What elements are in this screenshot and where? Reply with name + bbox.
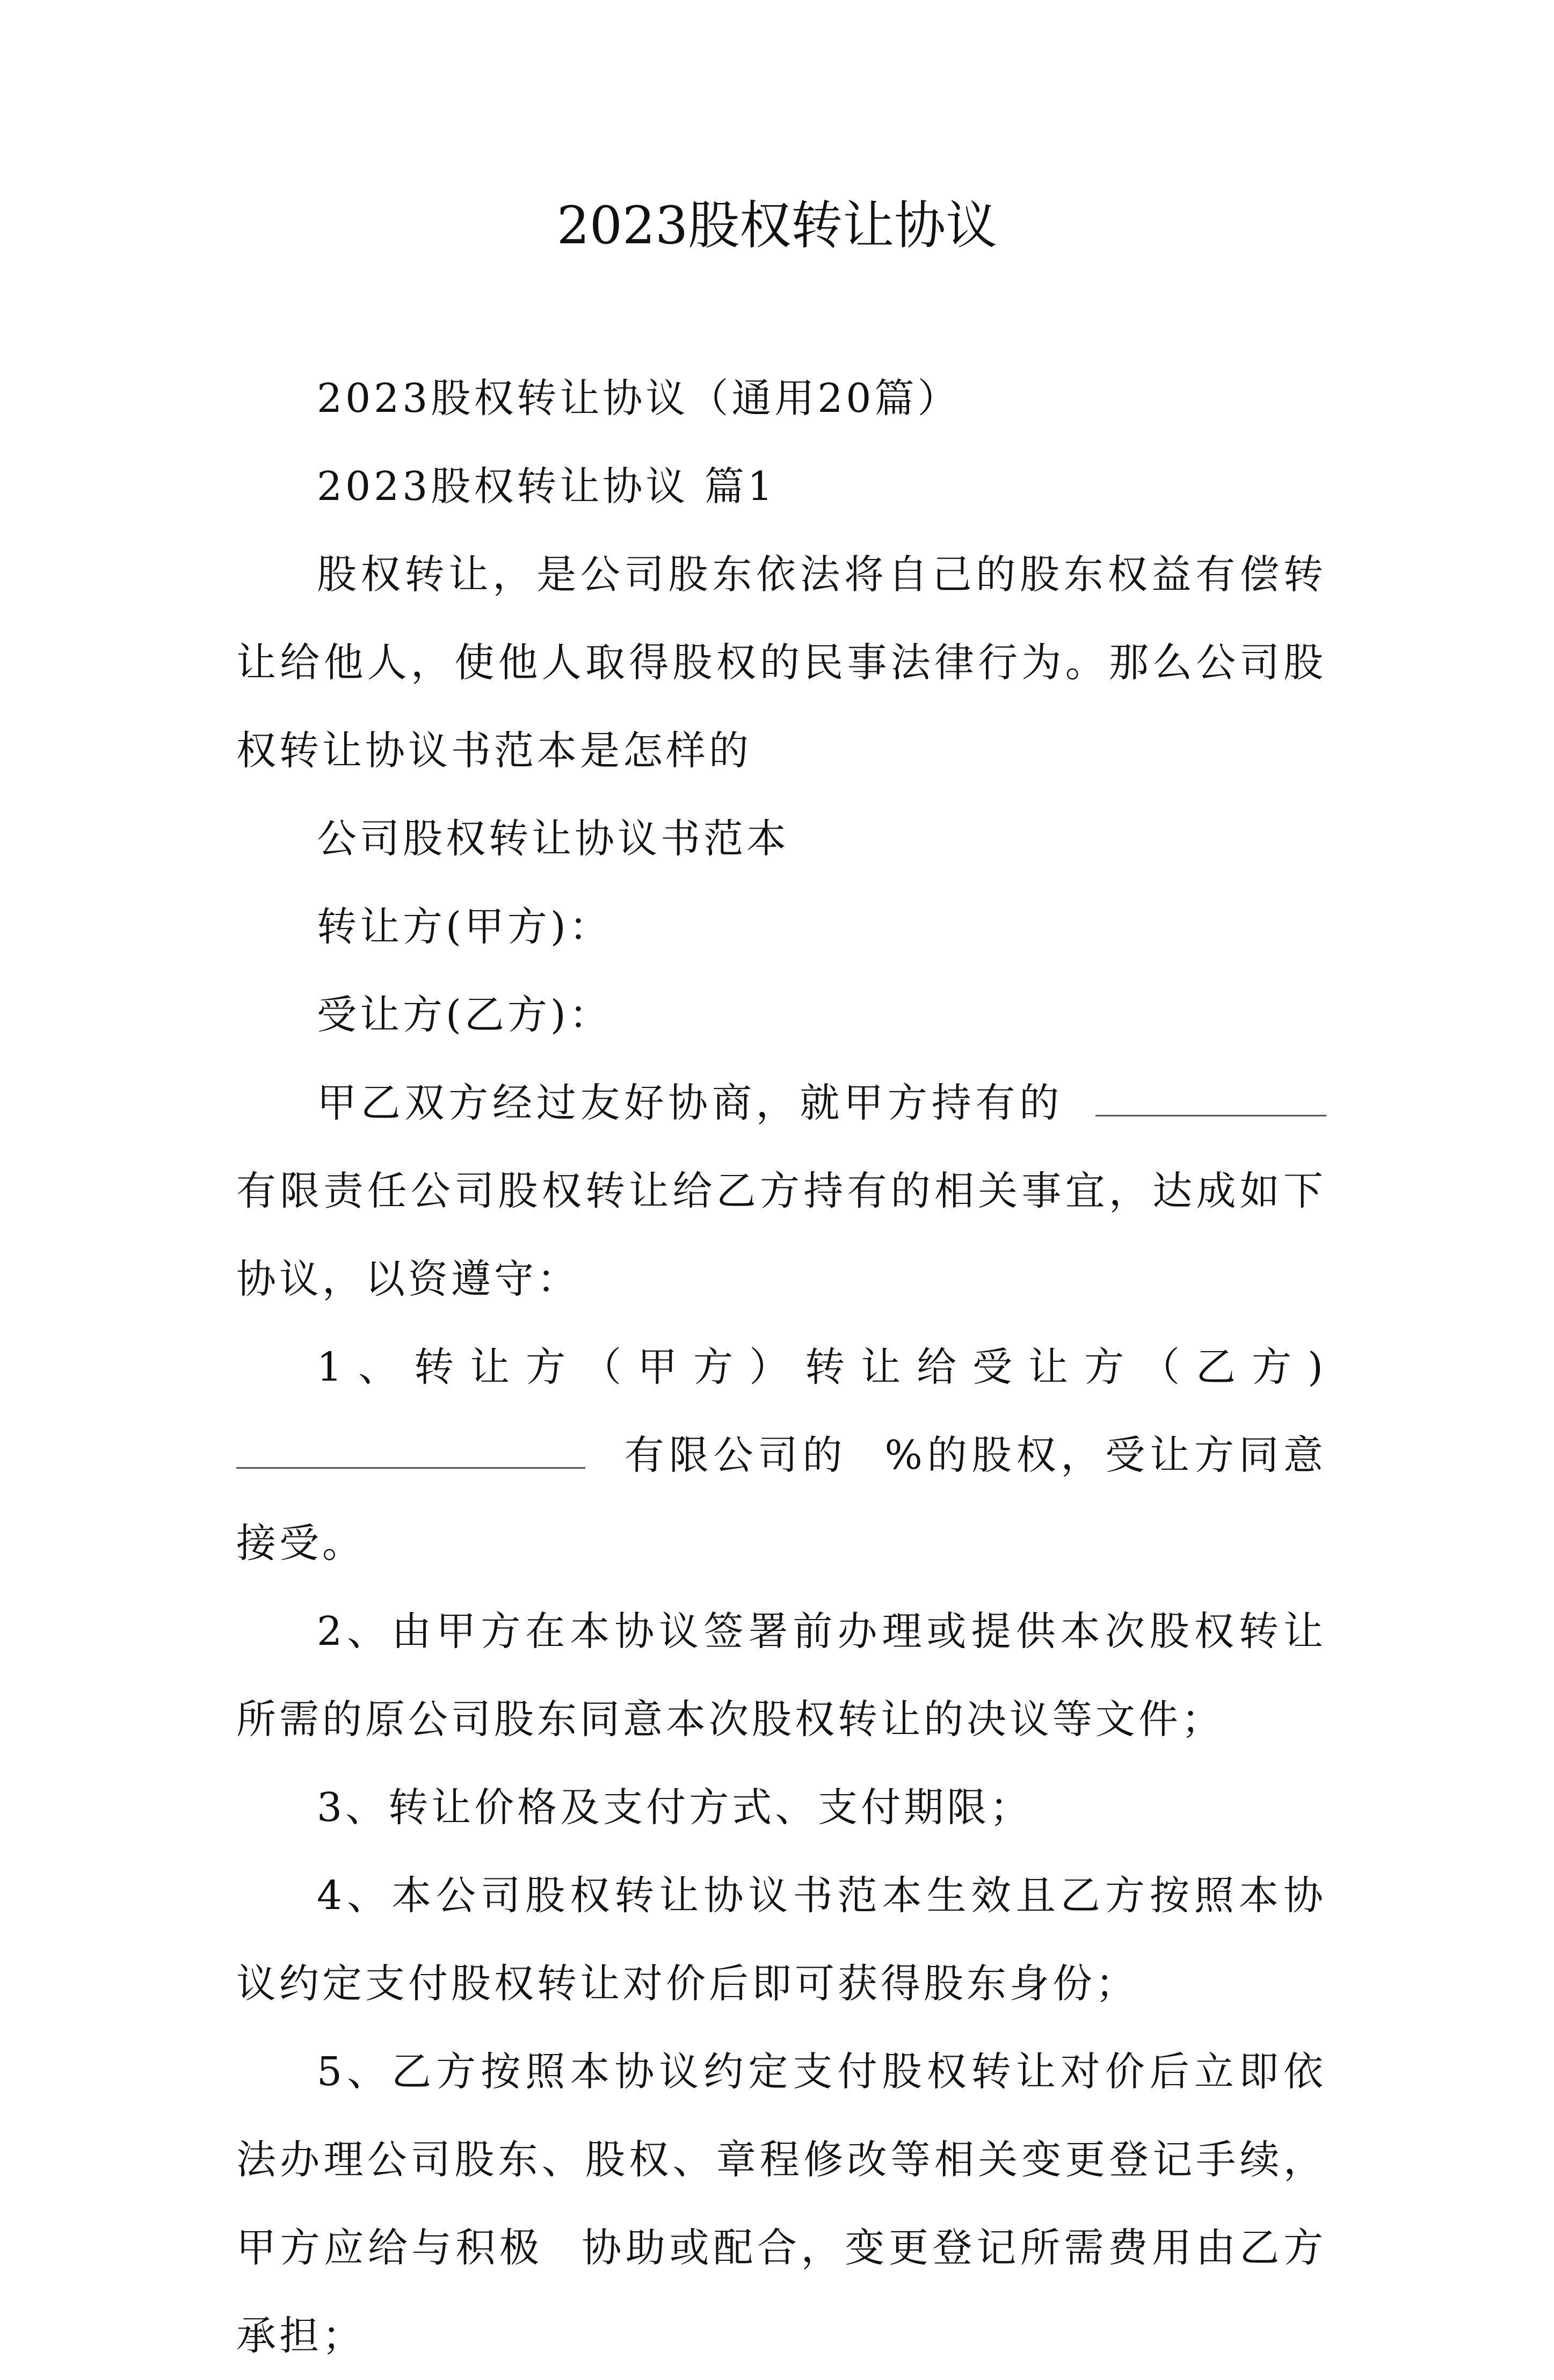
- paragraph-transferor: 转让方(甲方)：: [317, 904, 612, 950]
- clause-1-text-end: %的股权，受让方同意接受。: [236, 1432, 1326, 1566]
- paragraph-transferee: 受让方(乙方)：: [317, 992, 612, 1038]
- transferee-name-blank: [236, 1459, 585, 1469]
- paragraph-agreement-preamble: [236, 1059, 1326, 1323]
- paragraph-section-heading: 2023股权转让协议 篇1: [317, 463, 776, 510]
- clause-5-text-end: 协助或配合，变更登记所需费用由乙方承担；: [236, 2225, 1327, 2359]
- document-title: 2023股权转让协议: [556, 195, 998, 256]
- paragraph-clause-2: 2、由甲方在本协议签署前办理或提供本次股权转让所需的原公司股东同意本次股权转让的决议等文件；: [236, 1608, 1326, 1743]
- paragraph-clause-3: 3、转让价格及支付方式、支付期限；: [317, 1784, 1033, 1831]
- paragraph-clause-1: [236, 1323, 1326, 1587]
- paragraph-template-heading: 公司股权转让协议书范本: [317, 816, 789, 862]
- clause-1-text-middle: 有限公司的: [623, 1432, 847, 1478]
- document-body: [236, 354, 1326, 2380]
- clause-5-text-start: 5、乙方按照本协议约定支付股权转让对价后立即依法办理公司股东、股权、章程修改等相关变更登记手续，甲方应给与积极: [236, 2049, 1326, 2271]
- preamble-text-start: 甲乙双方经过友好协商，就甲方持有的: [317, 1080, 1063, 1126]
- paragraph-clause-5: [236, 2028, 1326, 2380]
- paragraph-intro: 股权转让，是公司股东依法将自己的股东权益有偿转让给他人，使他人取得股权的民事法律行为。那么公司股权转让协议书范本是怎样的: [236, 552, 1326, 774]
- preamble-text-end: 有限责任公司股权转让给乙方持有的相关事宜，达成如下协议，以资遵守：: [236, 1168, 1326, 1302]
- paragraph-collection-title: 2023股权转让协议（通用20篇）: [317, 375, 961, 422]
- paragraph-clause-4: 4、本公司股权转让协议书范本生效且乙方按照本协议约定支付股权转让对价后即可获得股东身份；: [236, 1873, 1326, 2007]
- clause-1-text-start: 1、转让方（甲方）转让给受让方（乙方): [317, 1344, 1326, 1390]
- company-name-blank: [1095, 1107, 1326, 1116]
